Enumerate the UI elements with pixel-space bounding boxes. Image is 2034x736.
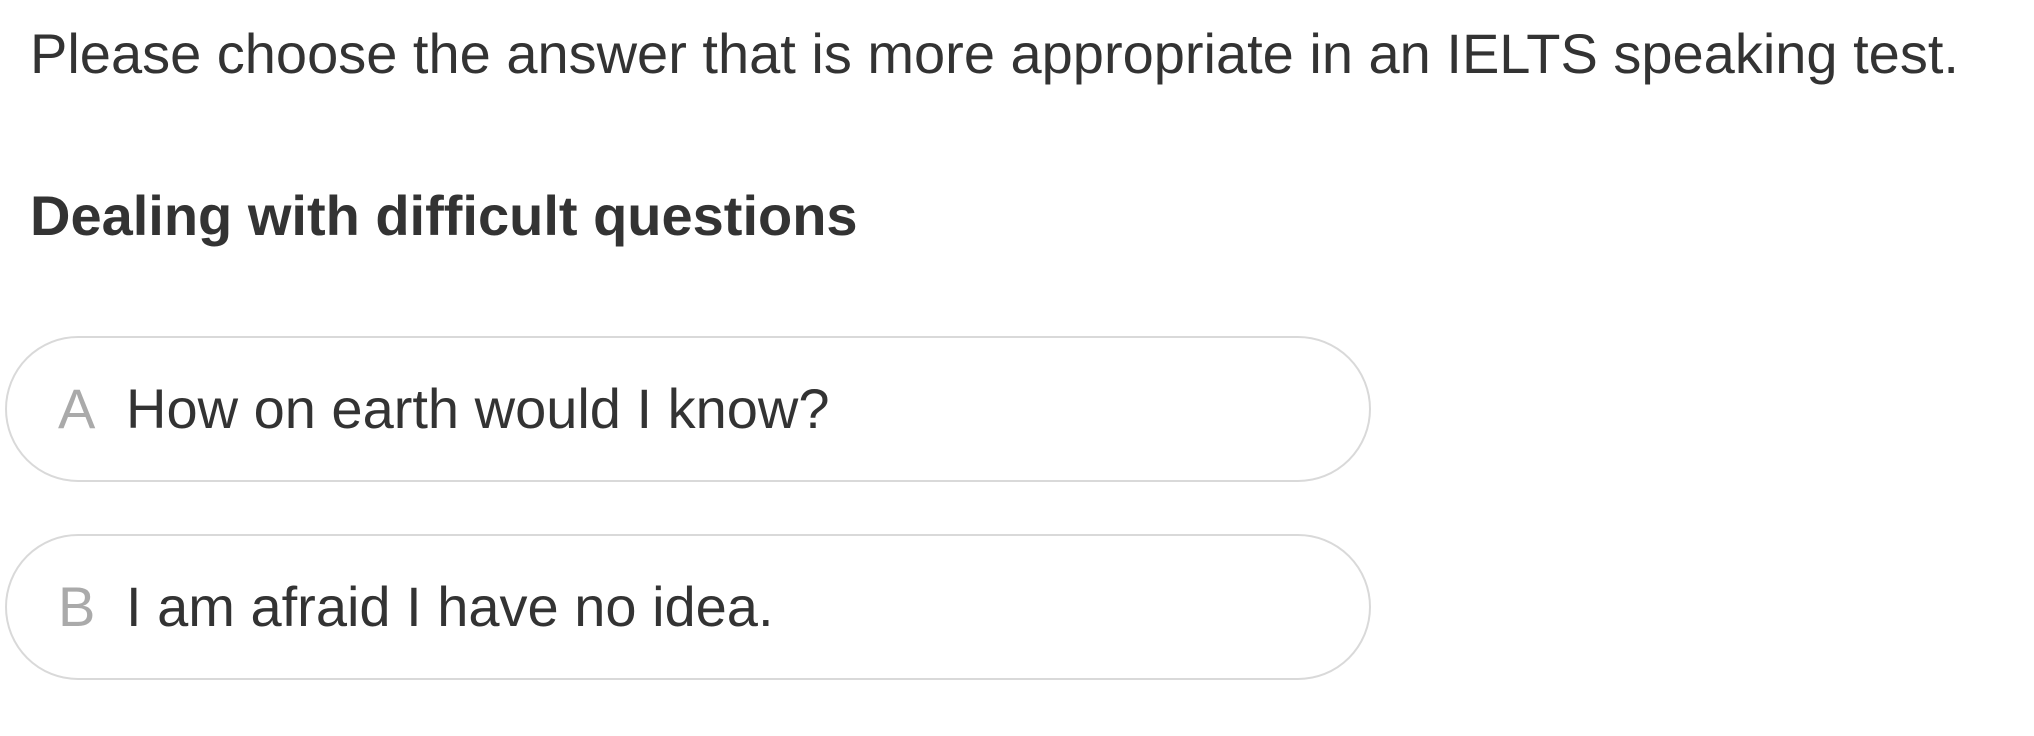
instruction-text: Please choose the answer that is more appropriate in an IELTS speaking test.: [30, 22, 1959, 85]
option-text: How on earth would I know?: [126, 377, 830, 440]
option-letter: A: [58, 377, 96, 440]
option-text: I am afraid I have no idea.: [126, 575, 774, 638]
answer-option-a[interactable]: [5, 336, 1371, 482]
option-letter: B: [58, 575, 96, 638]
answer-option-b[interactable]: [5, 534, 1371, 680]
section-title: Dealing with difficult questions: [30, 184, 858, 247]
